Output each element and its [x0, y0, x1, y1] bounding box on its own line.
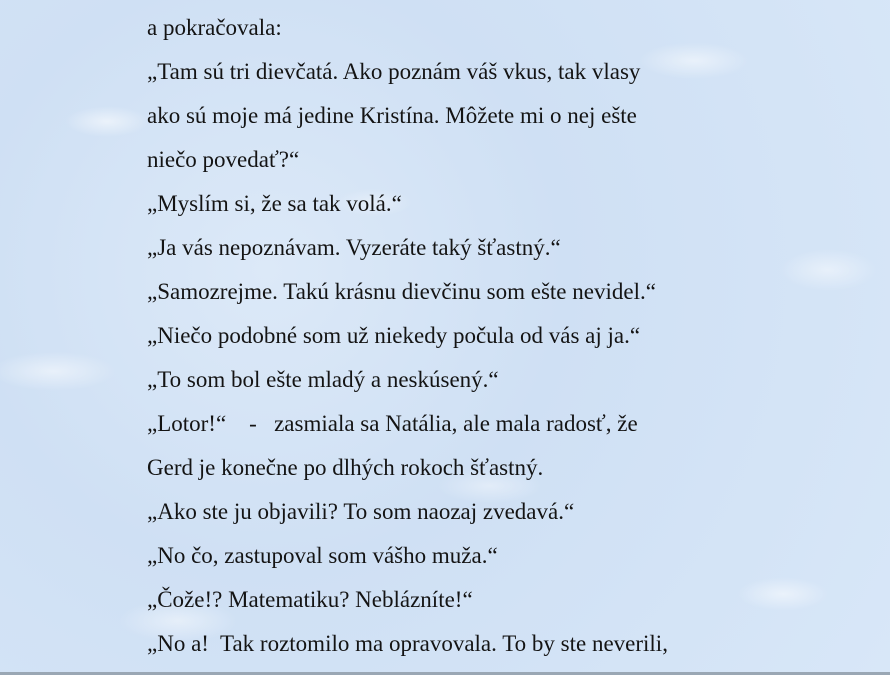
text-line: „Lotor!“ - zasmiala sa Natália, ale mala radosť, že	[147, 411, 638, 436]
text-line: „Ako ste ju objavili? To som naozaj zvedavá.“	[147, 499, 575, 524]
text-line: „Myslím si, že sa tak volá.“	[147, 191, 402, 216]
text-line: „To som bol ešte mladý a neskúsený.“	[147, 367, 499, 392]
text-line: „Čože!? Matematiku? Neblázníte!“	[147, 587, 473, 612]
text-line: niečo povedať?“	[147, 147, 300, 172]
text-line: „Samozrejme. Takú krásnu dievčinu som ešte nevidel.“	[147, 279, 656, 304]
text-line: „No a! Tak roztomilo ma opravovala. To by ste neverili,	[147, 631, 668, 656]
text-line: Gerd je konečne po dlhých rokoch šťastný.	[147, 455, 544, 480]
text-line: „No čo, zastupoval som vášho muža.“	[147, 543, 498, 568]
text-line: „Tam sú tri dievčatá. Ako poznám váš vkus, tak vlasy	[147, 59, 641, 84]
text-line: a pokračovala:	[147, 15, 282, 40]
text-line: „Niečo podobné som už niekedy počula od vás aj ja.“	[147, 323, 641, 348]
text-line: „Ja vás nepoznávam. Vyzeráte taký šťastný.“	[147, 235, 561, 260]
text-line: ako sú moje má jedine Kristína. Môžete mi o nej ešte	[147, 103, 637, 128]
document-text	[147, 6, 847, 666]
